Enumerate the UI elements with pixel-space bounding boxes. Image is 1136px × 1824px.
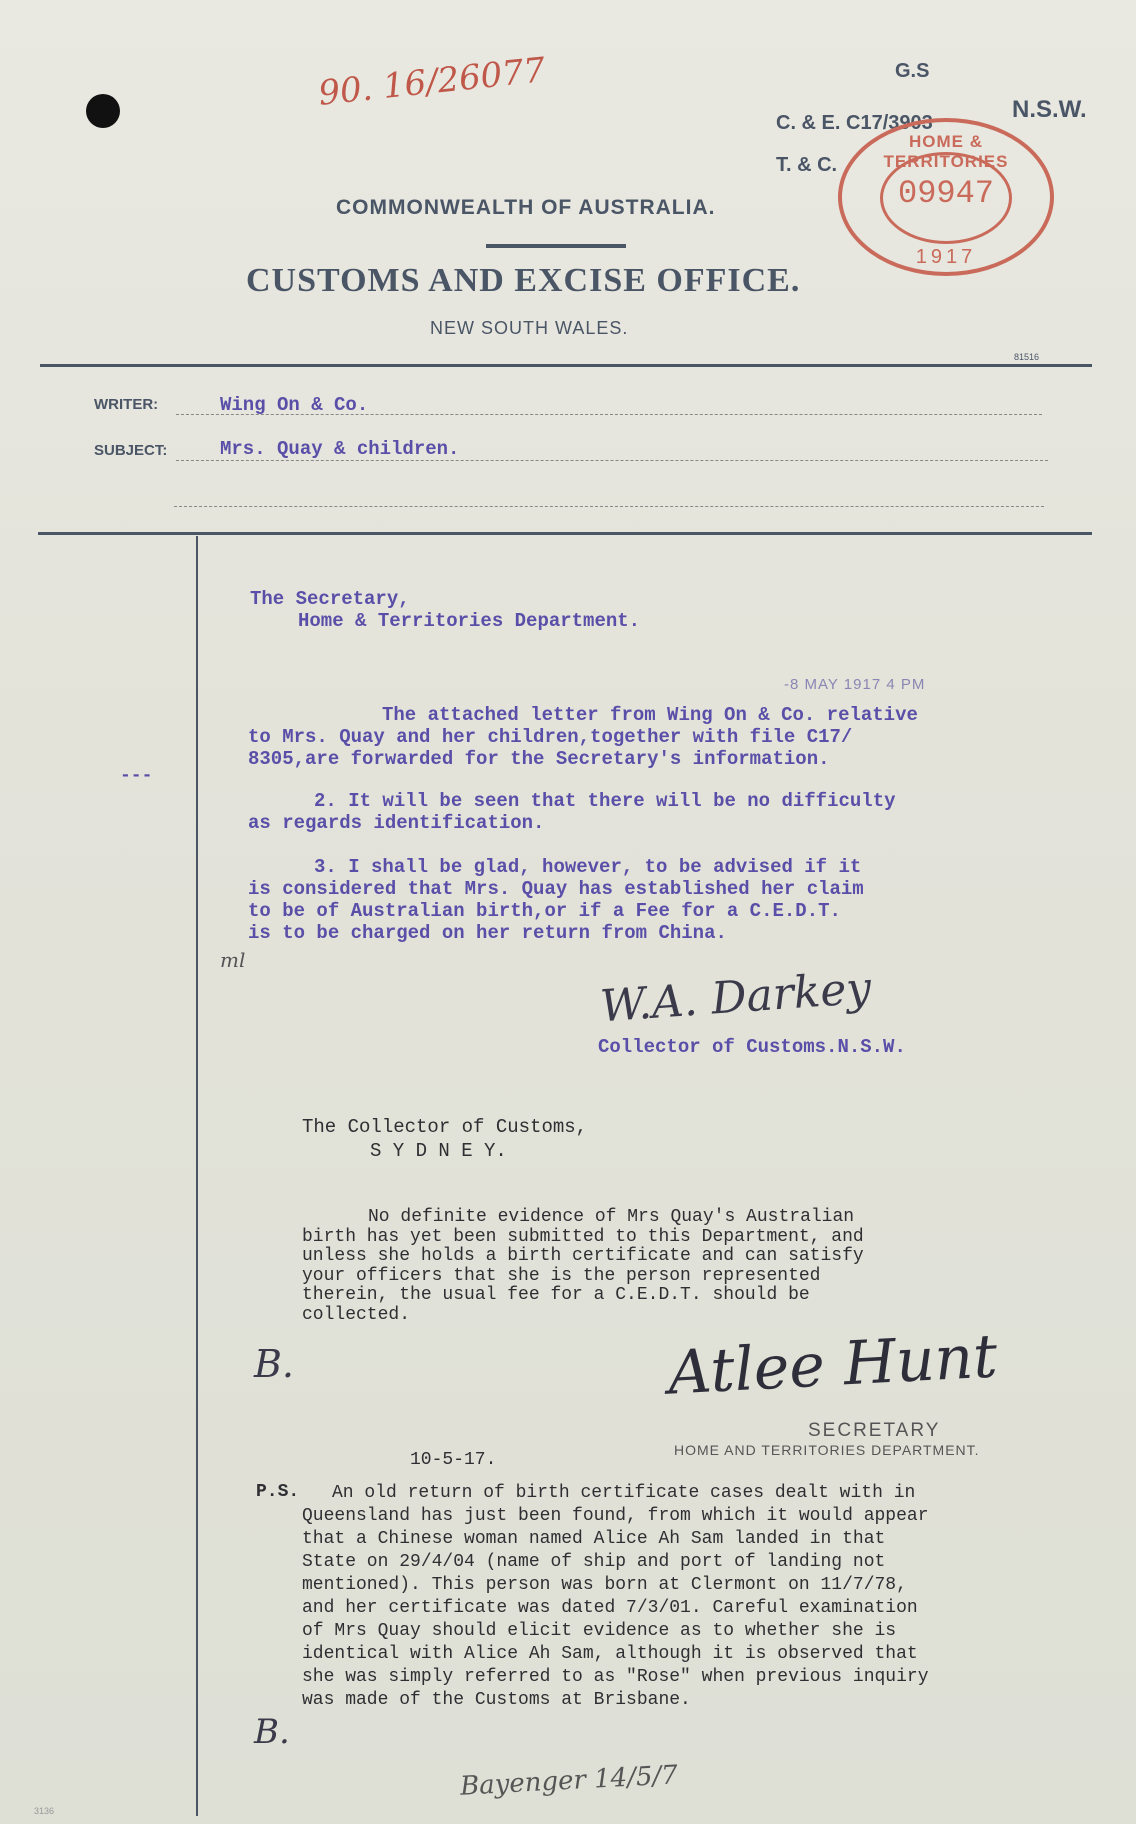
header-rule: [40, 364, 1092, 367]
ps-label: P.S.: [256, 1482, 300, 1502]
nsw-mark: N.S.W.: [1012, 96, 1087, 123]
punch-hole: [86, 94, 120, 128]
home-territories-stamp: [838, 118, 1054, 276]
department-title: HOME AND TERRITORIES DEPARTMENT.: [674, 1442, 980, 1458]
ps-line10: was made of the Customs at Brisbane.: [302, 1690, 691, 1710]
letter1-p1-line1: The attached letter from Wing On & Co. relative: [382, 704, 918, 726]
state-heading: NEW SOUTH WALES.: [430, 318, 629, 338]
letter1-addressee-2: Home & Territories Department.: [298, 610, 641, 632]
letter1-p3-line4: is to be charged on her return from China.: [248, 922, 727, 944]
letter1-p1-line3: 8305,are forwarded for the Secretary's information.: [248, 748, 830, 770]
letter2-body-line1: No definite evidence of Mrs Quay's Australian: [368, 1207, 855, 1227]
form-number: 81516: [1014, 352, 1040, 362]
letter2-initial: B.: [254, 1342, 295, 1386]
letter1-addressee-1: The Secretary,: [250, 588, 410, 610]
collector-signature: W.A. Darkey: [598, 962, 873, 1033]
heading-rule: [486, 244, 626, 248]
letter2-body-line4: your officers that she is the person represented: [302, 1265, 821, 1286]
received-date-stamp: -8 MAY 1917 4 PM: [784, 676, 926, 693]
office-heading: CUSTOMS AND EXCISE OFFICE.: [246, 262, 801, 299]
letter1-p2-line2: as regards identification.: [248, 812, 545, 834]
letter2-body: [302, 1208, 864, 1325]
letter2-addressee-1: The Collector of Customs,: [302, 1116, 588, 1138]
collector-title: Collector of Customs.N.S.W.: [598, 1036, 906, 1058]
ps-initial: B.: [254, 1712, 290, 1752]
gs-mark: G.S: [895, 60, 930, 82]
stamp-number: 09947: [897, 175, 994, 212]
ce-reference: C. & E. C17/3903: [776, 112, 933, 134]
margin-initials: ml: [220, 948, 246, 972]
fields-rule: [38, 532, 1092, 535]
ps-line8: identical with Alice Ah Sam, although it is observed that: [302, 1644, 918, 1664]
subject-value: Mrs. Quay & children.: [220, 438, 460, 460]
margin-rule: [196, 536, 198, 1816]
margin-dashes: ---: [120, 766, 153, 786]
subject-line: [176, 460, 1048, 461]
ps-line1: An old return of birth certificate cases dealt with in: [332, 1483, 916, 1503]
letter2-body-line5: therein, the usual fee for a C.E.D.T. should be: [302, 1285, 810, 1305]
ps-line2: Queensland has just been found, from which it would appear: [302, 1506, 929, 1526]
ps-body: [302, 1482, 929, 1712]
ps-line3: that a Chinese woman named Alice Ah Sam landed in that: [302, 1529, 886, 1549]
writer-line: [176, 414, 1042, 415]
stamp-text: HOME & TERRITORIES: [883, 132, 1009, 171]
letter2-date: 10-5-17.: [410, 1450, 497, 1470]
letter1-p3-line2: is considered that Mrs. Quay has established her claim: [248, 878, 864, 900]
writer-label: WRITER:: [94, 396, 159, 413]
letter2-body-line3: unless she holds a birth certificate and can satisfy: [302, 1246, 864, 1266]
commonwealth-heading: COMMONWEALTH OF AUSTRALIA.: [336, 196, 716, 219]
ps-line6: and her certificate was dated 7/3/01. Careful examination: [302, 1598, 918, 1618]
ps-line9: she was simply referred to as "Rose" when previous inquiry: [302, 1667, 929, 1687]
letter2-body-line6: collected.: [302, 1304, 411, 1325]
tc-reference: T. & C.: [776, 154, 838, 176]
letter1-para2: [248, 790, 896, 834]
subject-label: SUBJECT:: [94, 442, 168, 459]
letter1-para1: [248, 704, 918, 770]
letter2-body-line2: birth has yet been submitted to this Department, and: [302, 1226, 864, 1247]
writer-value: Wing On & Co.: [220, 394, 369, 416]
letter1-p2-line1: 2. It will be seen that there will be no difficulty: [314, 790, 896, 812]
stamp-inner-ring: [880, 152, 1012, 244]
footer-handwritten-note: Bayenger 14/5/7: [459, 1760, 679, 1802]
secretary-title: SECRETARY: [808, 1420, 941, 1441]
blank-line: [174, 506, 1044, 507]
letter1-para3: [248, 856, 864, 944]
letter1-p1-line2: to Mrs. Quay and her children,together with file C17/: [248, 726, 853, 748]
letter1-p3-line1: 3. I shall be glad, however, to be advised if it: [314, 856, 862, 878]
secretary-signature: Atlee Hunt: [666, 1321, 999, 1409]
letter1-p3-line3: to be of Australian birth,or if a Fee for a C.E.D.T.: [248, 900, 841, 922]
ps-line7: of Mrs Quay should elicit evidence as to whether she is: [302, 1621, 897, 1641]
corner-number: 3136: [34, 1806, 55, 1816]
ps-line4: State on 29/4/04 (name of ship and port of landing not: [302, 1552, 886, 1572]
ps-line5: mentioned). This person was born at Clermont on 11/7/78,: [302, 1575, 907, 1595]
letter2-addressee-2: S Y D N E Y.: [370, 1140, 507, 1162]
stamp-year: 1917: [915, 246, 977, 268]
handwritten-file-ref: 90. 16/26077: [316, 50, 548, 114]
